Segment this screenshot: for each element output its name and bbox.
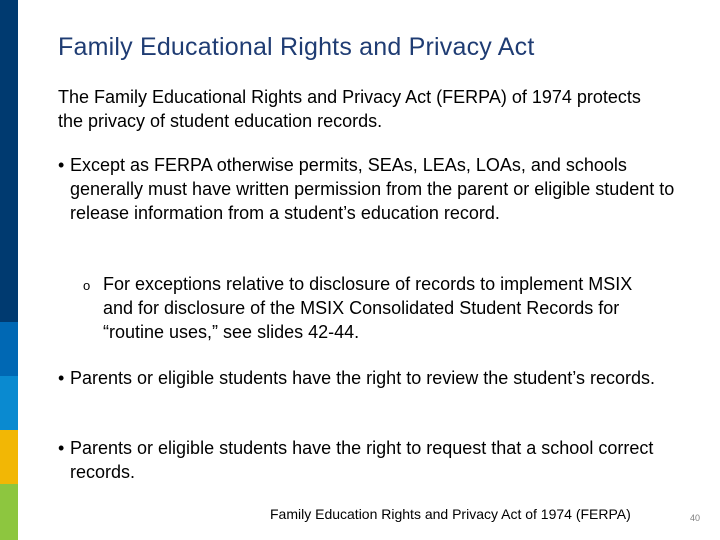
intro-paragraph: The Family Educational Rights and Privacy Act (FERPA) of 1974 protects the privacy of student education records. (58, 87, 641, 131)
bullet-text: Except as FERPA otherwise permits, SEAs, LEAs, LOAs, and schools generally must have written permission from the parent or eligible student to release information from a student’s education record. (70, 155, 675, 223)
page-number: 40 (690, 513, 701, 523)
stripe-segment-blue (0, 322, 18, 376)
bullet-item-review-records (58, 366, 678, 390)
bullet-mark: • (58, 368, 65, 388)
stripe-segment-light-blue (0, 376, 18, 430)
bullet-mark: • (58, 155, 65, 175)
sub-bullet-text: For exceptions relative to disclosure of records to implement MSIX and for disclosure of the MSIX Consolidated Student Records for “routine uses,” see slides 42-44. (103, 274, 633, 342)
bullet-text: Parents or eligible students have the right to review the student’s records. (70, 368, 655, 388)
stripe-segment-green (0, 484, 18, 540)
bullet-text: Parents or eligible students have the right to request that a school correct records. (70, 438, 654, 482)
bullet-item-correct-records (58, 436, 678, 484)
bullet-item-written-permission (58, 153, 678, 225)
slide-footer: Family Education Rights and Privacy Act of 1974 (FERPA) (270, 506, 631, 522)
stripe-segment-yellow (0, 430, 18, 484)
side-color-stripe (0, 0, 18, 540)
sub-bullet-mark: o (83, 278, 91, 293)
slide-title: Family Educational Rights and Privacy Act (58, 33, 535, 61)
stripe-segment-navy (0, 0, 18, 322)
bullet-mark: • (58, 438, 65, 458)
